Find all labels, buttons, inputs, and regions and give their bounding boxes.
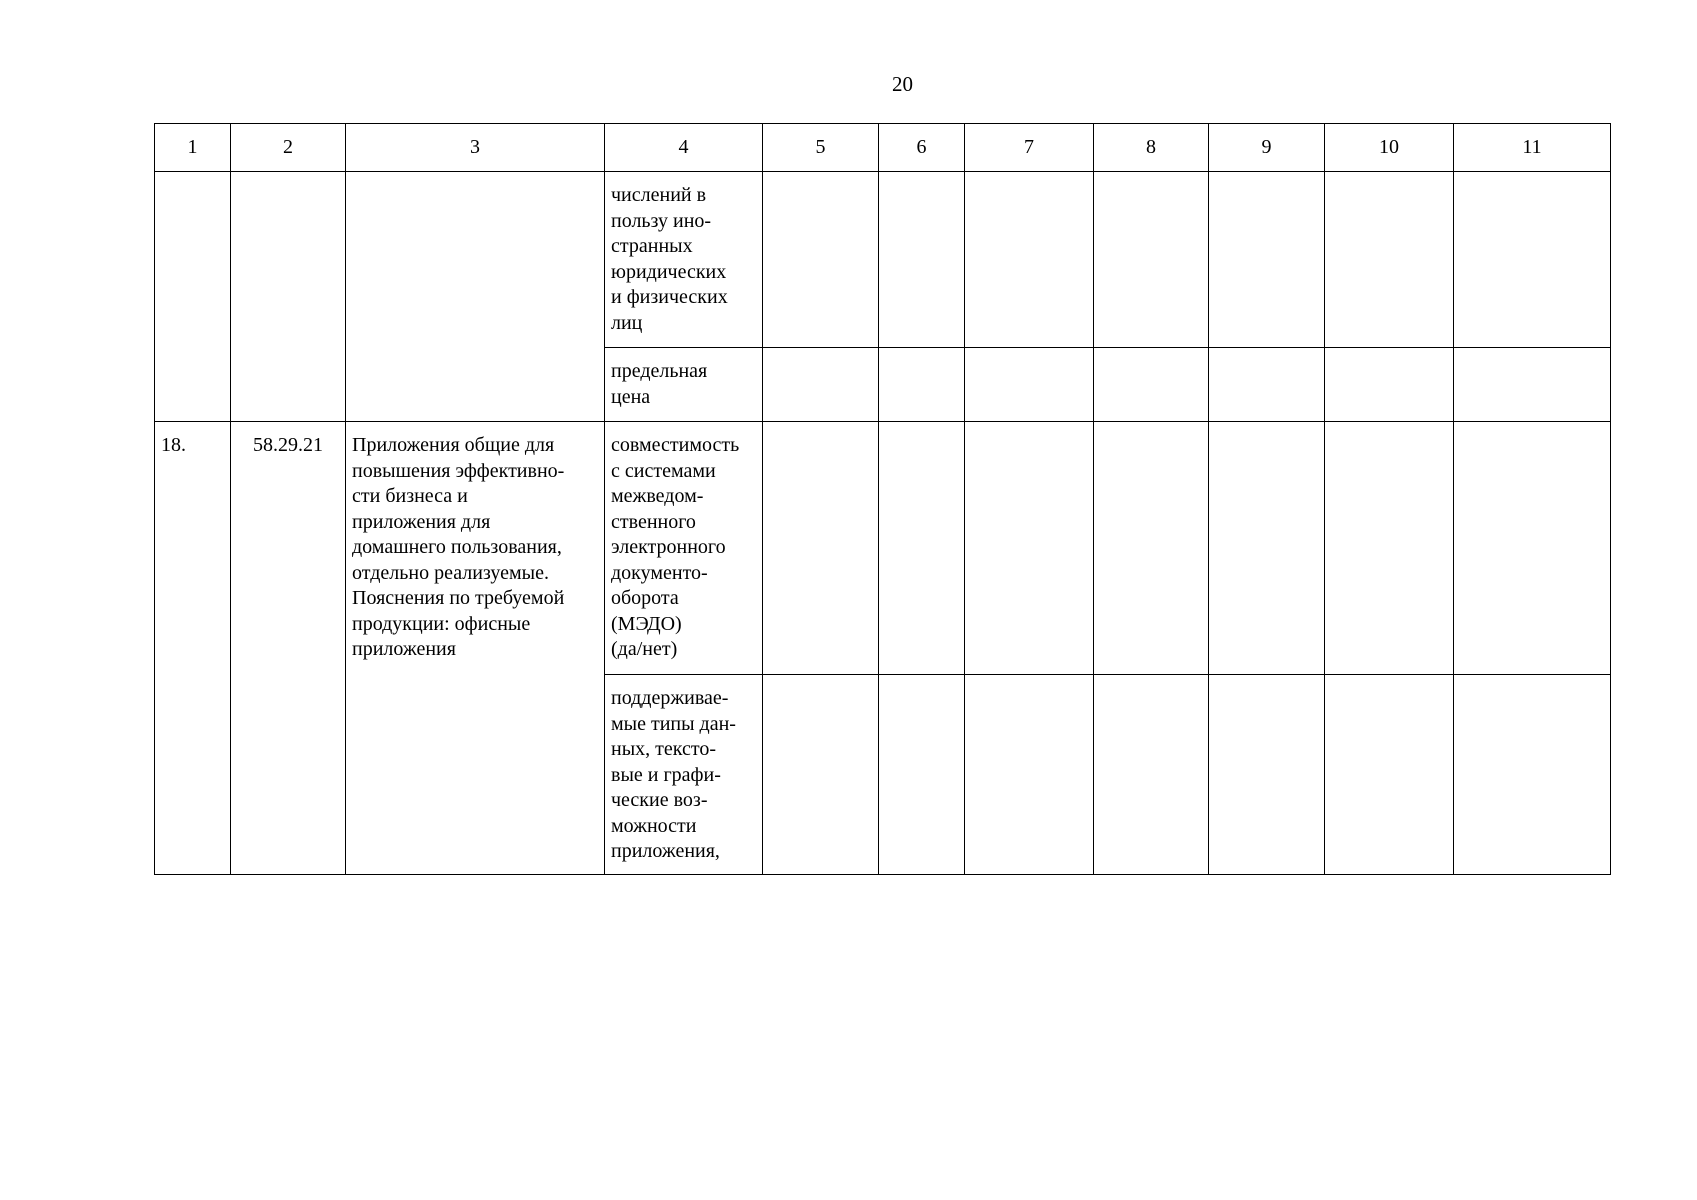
empty-cell: [1325, 675, 1454, 875]
empty-cell: [879, 172, 965, 348]
feature-line: межведом-: [611, 485, 704, 507]
feature-line: электронного: [611, 536, 726, 558]
feature-line: поддерживае-: [611, 687, 729, 709]
empty-cell: [965, 675, 1094, 875]
feature-line: и физических: [611, 286, 728, 308]
feature-cell: [605, 675, 763, 875]
feature-line: (МЭДО): [611, 612, 682, 635]
empty-cell: [879, 422, 965, 675]
header-row: [155, 124, 1611, 172]
empty-cell: [1325, 422, 1454, 675]
empty-cell: [763, 675, 879, 875]
feature-line: вые и графи-: [611, 763, 721, 786]
feature-line: можности: [611, 814, 697, 837]
column-header: 11: [1454, 124, 1611, 172]
description-line: отдельно реализуемые.: [352, 561, 549, 584]
feature-cell: [605, 172, 763, 348]
empty-cell: [1094, 422, 1209, 675]
description-line: сти бизнеса и: [352, 485, 468, 507]
empty-cell: [965, 172, 1094, 348]
column-header: 1: [155, 124, 231, 172]
feature-line: совместимость: [611, 434, 740, 456]
empty-cell: [763, 348, 879, 422]
empty-cell: [965, 422, 1094, 675]
description-line: приложения для: [352, 510, 491, 533]
feature-line: странных: [611, 235, 693, 257]
empty-cell: [879, 675, 965, 875]
empty-cell: [1454, 172, 1611, 348]
column-header: 3: [346, 124, 605, 172]
empty-cell: [965, 348, 1094, 422]
row-number-cell: 18.: [155, 422, 231, 875]
feature-line: ческие воз-: [611, 789, 708, 811]
table-row: [155, 172, 1611, 348]
empty-cell: [1325, 348, 1454, 422]
feature-line: цена: [611, 385, 651, 408]
empty-cell: [763, 422, 879, 675]
empty-cell: [1209, 348, 1325, 422]
feature-line: мые типы дан-: [611, 712, 736, 735]
feature-cell: [605, 422, 763, 675]
empty-cell: [1094, 172, 1209, 348]
empty-cell: [1454, 675, 1611, 875]
description-cell: [346, 422, 605, 875]
empty-cell: [1454, 348, 1611, 422]
feature-line: числений в: [611, 184, 707, 206]
description-line: домашнего пользования,: [352, 536, 562, 558]
feature-line: лиц: [611, 311, 643, 334]
column-header: 4: [605, 124, 763, 172]
feature-line: ных, тексто-: [611, 738, 716, 760]
feature-line: документо-: [611, 561, 708, 584]
page-number: 20: [892, 72, 913, 96]
code-cell: 58.29.21: [231, 422, 346, 875]
column-header: 6: [879, 124, 965, 172]
description-line: Пояснения по требуемой: [352, 587, 565, 609]
empty-cell: [879, 348, 965, 422]
empty-cell: [1325, 172, 1454, 348]
empty-cell: [1209, 422, 1325, 675]
description-line: приложения: [352, 638, 456, 660]
empty-cell: [1209, 675, 1325, 875]
column-header: 7: [965, 124, 1094, 172]
feature-cell: [605, 348, 763, 422]
feature-line: ственного: [611, 510, 696, 533]
feature-line: пользу ино-: [611, 209, 712, 232]
feature-line: юридических: [611, 260, 727, 283]
specification-table: [154, 123, 1611, 875]
empty-cell: [763, 172, 879, 348]
empty-cell: [1094, 348, 1209, 422]
code-cell: [231, 172, 346, 422]
feature-line: предельная: [611, 360, 708, 382]
feature-line: с системами: [611, 459, 716, 482]
feature-line: (да/нет): [611, 638, 678, 660]
table-row: [155, 422, 1611, 675]
column-header: 10: [1325, 124, 1454, 172]
empty-cell: [1209, 172, 1325, 348]
feature-line: оборота: [611, 587, 679, 609]
column-header: 2: [231, 124, 346, 172]
row-number-cell: [155, 172, 231, 422]
column-header: 9: [1209, 124, 1325, 172]
description-line: продукции: офисные: [352, 612, 531, 635]
column-header: 5: [763, 124, 879, 172]
feature-line: приложения,: [611, 840, 720, 862]
column-header: 8: [1094, 124, 1209, 172]
description-line: Приложения общие для: [352, 434, 555, 456]
description-cell: [346, 172, 605, 422]
description-line: повышения эффективно-: [352, 459, 565, 482]
empty-cell: [1094, 675, 1209, 875]
empty-cell: [1454, 422, 1611, 675]
